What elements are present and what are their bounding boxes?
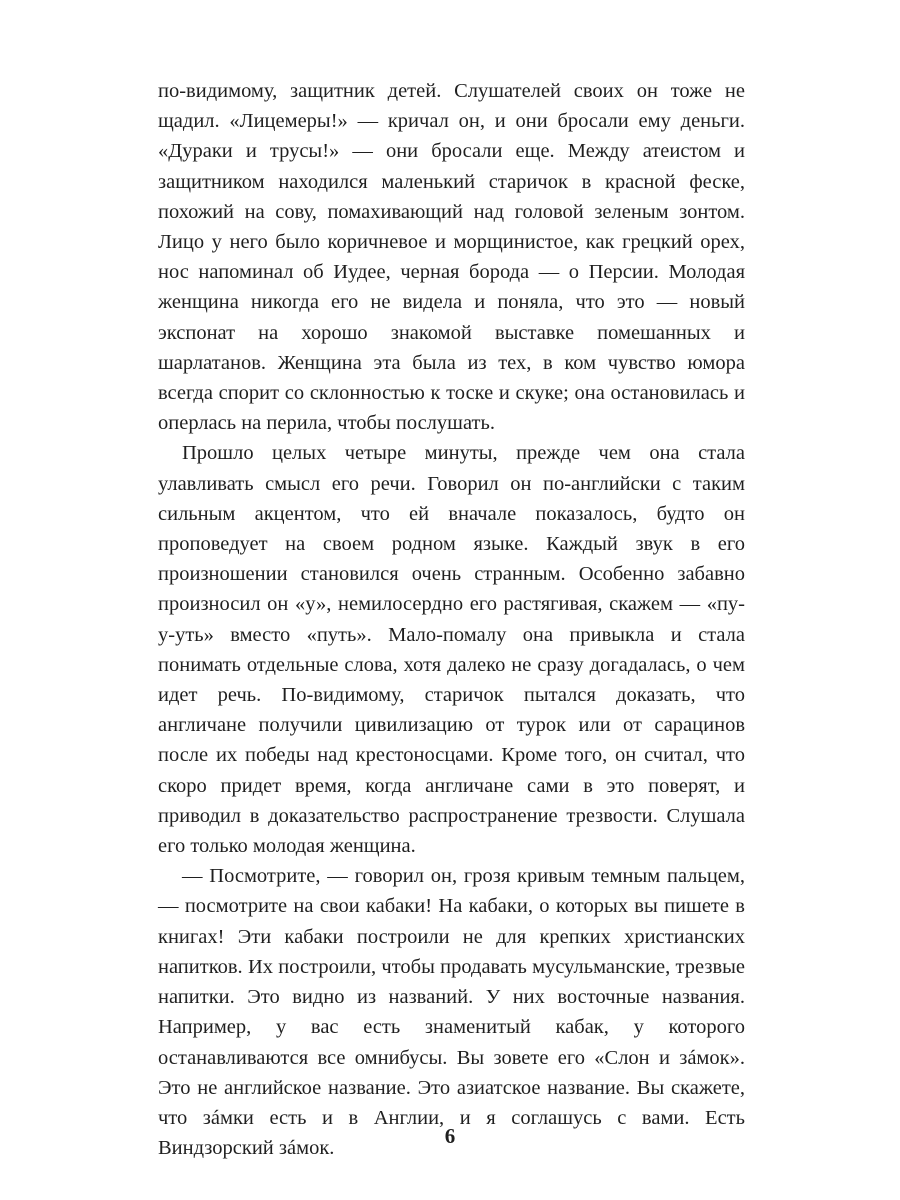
paragraph-1: по-видимому, защитник детей. Слушателей своих он тоже не щадил. «Лицемеры!» — кричал он, и они бросали ему деньги. «Дураки и трусы!» — они бросали еще. Между атеистом и защитником находился маленький старичок в красной феске, похожий на сову, помахивающий над головой зеленым зонтом. Лицо у него было коричневое и морщинистое, как грецкий орех, нос напоминал об Иудее, черная борода — о Персии. Молодая женщина никогда его не видела и поняла, что это — новый экспонат на хорошо знакомой выставке помешанных и шарлатанов. Женщина эта была из тех, в ком чувство юмора всегда спорит со склонностью к тоске и скуке; она остановилась и оперлась на перила, чтобы послушать. [158,80,745,435]
paragraph-3: — Посмотрите, — говорил он, грозя кривым темным пальцем, — посмотрите на свои кабаки! На кабаки, о которых вы пишете в книгах! Эти кабаки построили не для крепких христианских напитков. Их построили, чтобы продавать мусульманские, трезвые напитки. Это видно из названий. У них восточные названия. Например, у вас есть знаменитый кабак, у которого останавливаются все омнибусы. Вы зовете его «Слон и зáмок». Это не английское название. Это азиатское название. Вы скажете, что зáмки есть и в Англии, и я соглашусь с вами. Есть Виндзорский зáмок. [158,865,745,1160]
page-number: 6 [444,1124,456,1148]
page-body [158,76,745,1163]
paragraph-2: Прошло целых четыре минуты, прежде чем она стала улавливать смысл его речи. Говорил он по-английски с таким сильным акцентом, что ей вначале показалось, будто он проповедует на своем родном языке. Каждый звук в его произношении становился очень странным. Особенно забавно произносил он «у», немилосердно его растягивая, скажем — «пу-у-уть» вместо «путь». Мало-помалу она привыкла и стала понимать отдельные слова, хотя далеко не сразу догадалась, о чем идет речь. По-видимому, старичок пытался доказать, что англичане получили цивилизацию от турок или от сарацинов после их победы над крестоносцами. Кроме того, он считал, что скоро придет время, когда англичане сами в это поверят, и приводил в доказательство распространение трезвости. Слушала его только молодая женщина. [158,442,745,858]
